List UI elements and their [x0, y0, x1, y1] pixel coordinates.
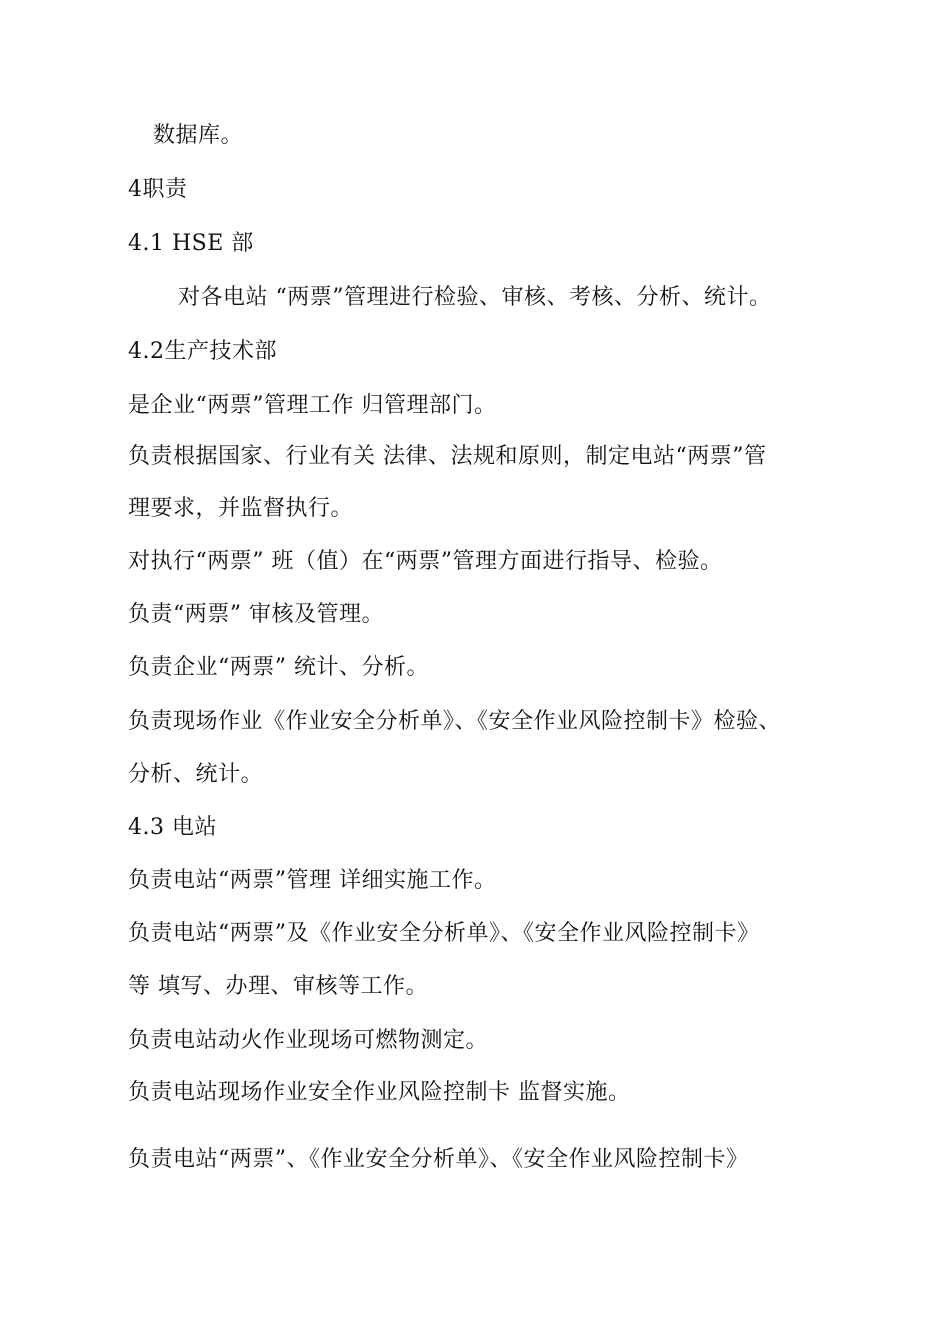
paragraph-line: 负责企业“两票” 统计、分析。 [128, 655, 429, 680]
paragraph-line: 负责“两票” 审核及管理。 [128, 602, 384, 627]
subsection-heading: 4.1 HSE 部 [128, 231, 254, 256]
paragraph-line: 分析、统计。 [128, 762, 264, 787]
paragraph-line: 是企业“两票”管理工作 归管理部门。 [128, 393, 497, 418]
paragraph-line: 负责电站“两票”及《作业安全分析单》、《安全作业风险控制卡》 [128, 921, 760, 946]
paragraph-line: 负责电站动火作业现场可燃物测定。 [128, 1028, 489, 1053]
paragraph-line: 数据库。 [153, 123, 244, 148]
paragraph-line: 对各电站 “两票”管理进行检验、审核、考核、分析、统计。 [178, 285, 772, 310]
paragraph-line: 等 填写、办理、审核等工作。 [128, 974, 428, 999]
subsection-heading: 4.3 电站 [128, 815, 217, 840]
paragraph-line: 负责电站现场作业安全作业风险控制卡 监督实施。 [128, 1080, 631, 1105]
paragraph-line: 负责现场作业《作业安全分析单》、《安全作业风险控制卡》检验、 [128, 709, 782, 734]
paragraph-line: 负责电站“两票”、《作业安全分析单》、《安全作业风险控制卡》 [128, 1147, 749, 1172]
paragraph-line: 对执行“两票” 班（值）在“两票”管理方面进行指导、检验。 [128, 549, 723, 574]
paragraph-line: 负责根据国家、行业有关 法律、法规和原则，制定电站“两票”管 [128, 444, 767, 469]
subsection-heading: 4.2生产技术部 [128, 339, 277, 364]
paragraph-line: 理要求，并监督执行。 [128, 496, 354, 521]
section-heading: 4职责 [128, 177, 188, 202]
paragraph-line: 负责电站“两票”管理 详细实施工作。 [128, 868, 497, 893]
